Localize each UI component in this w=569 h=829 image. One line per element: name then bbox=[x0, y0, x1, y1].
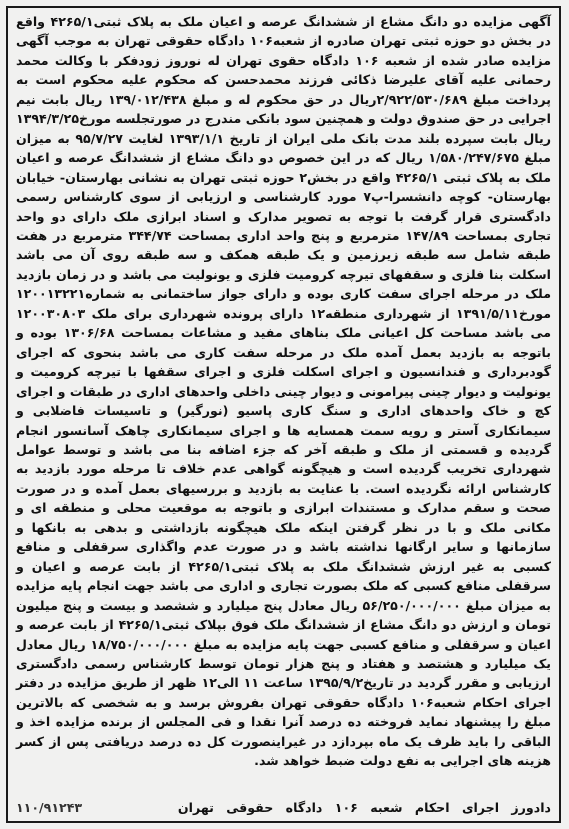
issuer-signature: دادورز اجرای احکام شعبه ۱۰۶ دادگاه حقوقی تهران bbox=[177, 800, 551, 815]
notice-footer bbox=[16, 800, 551, 820]
reference-number: ۱۱۰/۹۱۲۴۳ bbox=[16, 800, 83, 815]
auction-notice-text: آگهی مزایده دو دانگ مشاع از ششدانگ عرصه و اعیان ملک به پلاک ثبتی۴۲۶۵/۱ واقع در بخش دو حوزه ثبتی تهران صادره از شعبه۱۰۶ دادگاه حقوقی تهران به موجب آگهی مزایده صادر شده از شعبه ۱۰۶ دادگاه حقوی تهران له نوروز زودفکر با وکالت محمد رحمانی علیه آقای علیرضا ذکائی فرزند محمدحسن که محکوم علیه محکوم است به پرداخت مبلغ ۲/۹۲۲/۵۳۰/۶۸۹ریال در حق محکوم له و مبلغ ۱۳۹/۰۱۲/۴۳۸ ریال بابت نیم اجرایی در حق صندوق دولت و همچنین سود بانکی مندرج در صورتجلسه مورخ۱۳۹۴/۳/۲۵ ریال بابت سپرده بلند مدت بانک ملی ایران از تاریخ ۱۳۹۳/۱/۱ لغایت ۹۵/۷/۲۷ به میزان مبلغ ۱/۵۸۰/۲۴۷/۶۷۵ ریال که در این خصوص دو دانگ مشاع از ششدانگ عرصه و اعیان ملک به پلاک ثبتی ۴۲۶۵/۱ واقع در بخش۲ حوزه ثبتی تهران به نشانی بهارستان- خیابان بهارستان- کوچه دانشسرا-پ۷ مورد کارشناسی و ارزیابی از سوی کارشناس رسمی دادگستری قرار گرفت با توجه به تصویر مدارک و اسناد ابرازی ملک دارای دو واحد تجاری بمساحت ۱۴۷/۸۹ مترمربع و پنج واحد اداری بمساحت ۳۴۴/۷۴ مترمربع در هفت طبقه شامل سه طبقه زیرزمین و یک طبقه همکف و سه طبقه روی آن می باشد اسکلت بنا فلزی و سقفهای تیرچه کرومیت فلزی و یونولیت می باشد و در زمان بازدید ملک در مرحله اجرای سفت کاری بوده و دارای جواز ساختمانی به شماره۱۲۰۰۱۳۲۲۱ مورخ۱۳۹۱/۵/۱۱ از شهرداری منطقه۱۲ دارای پرونده شهرداری برای ملک ۱۲۰۰۳۰۸۰۳ می باشد مساحت کل اعیانی ملک بناهای مفید و مشاعات بمساحت ۱۳۰۶/۶۸ بوده و باتوجه به بازدید بعمل آمده ملک در مرحله سفت کاری می باشد بنحوی که اجرای گودبرداری و فندانسیون و اجرای اسکلت فلزی و اجرای سقفها با تیرچه کرومیت و یونولیت و دیوار چینی پیرامونی و دیوار چینی داخلی واحدهای اداری در طبقات و اجرای کچ و خاک واحدهای اداری و سنگ کاری پاسیو (نورگیر) و تاسیسات فاضلابی و سیمانکاری آستر و رویه سمت همسایه ها و اجرای سیمانکاری چاهک آسانسور انجام گردیده و قسمتی از ملک و طبقه آخر که جزء اضافه بنا می باشد و توسط عوامل شهرداری تخریب گردیده است و هیچگونه گواهی عدم خلاف تا مرحله مورد بازدید به کارشناس ارائه نگردیده است. با عنایت به بازدید و بررسیهای بعمل آمده و در صورت صحت و سقم مدارک و مستندات ابرازی و باتوجه به موقعیت محلی و منطقه ای و مکانی ملک و با در نظر گرفتن اینکه ملک هیچگونه بازداشتی و بدهی به بانکها و سازمانها و سایر ارگانها نداشته باشد و در صورت عدم واگذاری سرقفلی و منافع کسبی به غیر ارزش ششدانگ ملک به پلاک ثبتی۴۲۶۵/۱ از بابت عرصه و اعیان و سرقفلی منافع کسبی که ملک بصورت تجاری و اداری می باشد جهت انجام پایه مزایده به میزان مبلغ ۵۶/۲۵۰/۰۰۰/۰۰۰ ریال معادل پنج میلیارد و ششصد و بیست و پنج میلیون تومان و ارزش دو دانگ مشاع از ششدانگ ملک فوق بپلاک ثبتی۴۲۶۵/۱ از بابت عرصه و اعیان و سرقفلی و منافع کسبی جهت پایه مزایده به مبلغ ۱۸/۷۵۰/۰۰۰/۰۰۰ ریال معادل یک میلیارد و هشتصد و هفتاد و پنج هزار تومان توسط کارشناس رسمی دادگستری ارزیابی و مقرر گردید در تاریخ۱۳۹۵/۹/۲ ساعت ۱۱ الی۱۲ ظهر از طریق مزایده در دفتر اجرای احکام شعبه۱۰۶ دادگاه حقوقی تهران بفروش برسد و به شخصی که بالاترین مبلغ را پیشنهاد نماید فروخته ده درصد آنرا نقدا و فی المجلس از برنده مزایده اخذ و الباقی را باید ظرف یک ماه بپردازد در غیراینصورت کل ده درصد دریافتی پس از کسر هزینه های اجرایی به نفع دولت ضبط خواهد شد. bbox=[16, 14, 552, 769]
